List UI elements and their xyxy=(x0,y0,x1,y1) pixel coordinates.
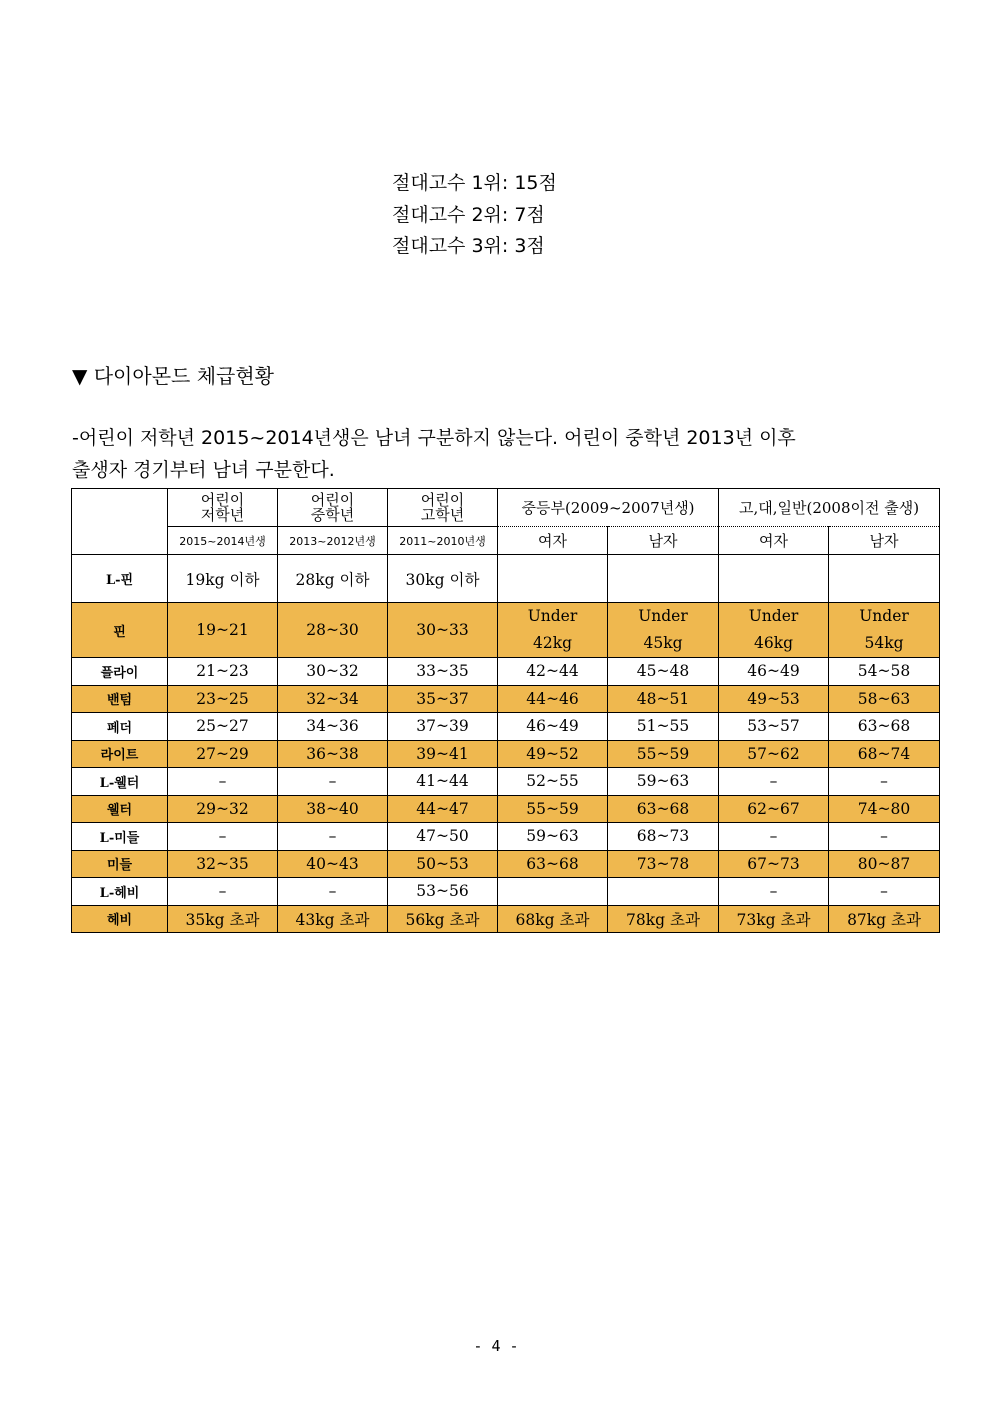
table-row xyxy=(72,795,940,823)
weight-class-name: 플라이 xyxy=(72,658,168,686)
weight-range-cell: 28~30 xyxy=(278,603,388,658)
header-title-line: 어린이 xyxy=(420,490,465,509)
weight-class-name: L-헤비 xyxy=(72,878,168,906)
weight-range-cell: 27~29 xyxy=(168,740,278,768)
weight-range-cell: 53~57 xyxy=(719,713,829,741)
weight-range-cell: 23~25 xyxy=(168,685,278,713)
weight-range-cell: 55~59 xyxy=(498,795,608,823)
weight-class-name: 밴텀 xyxy=(72,685,168,713)
weight-range-cell: 36~38 xyxy=(278,740,388,768)
weight-range-cell: 43kg 초과 xyxy=(278,905,388,933)
weight-range-cell: 19kg 이하 xyxy=(168,555,278,603)
weight-range-cell: 30~32 xyxy=(278,658,388,686)
header-junior-high xyxy=(388,489,498,527)
weight-class-name: 페더 xyxy=(72,713,168,741)
weight-range-cell: 57~62 xyxy=(719,740,829,768)
weight-range-cell: 21~23 xyxy=(168,658,278,686)
weight-range-cell xyxy=(498,603,608,658)
weight-range-cell: 38~40 xyxy=(278,795,388,823)
rule-note-line: 출생자 경기부터 남녀 구분한다. xyxy=(72,459,335,481)
weight-range-cell: – xyxy=(168,823,278,851)
table-row xyxy=(72,768,940,796)
table-row xyxy=(72,658,940,686)
weight-range-cell: – xyxy=(829,768,940,796)
weight-range-cell xyxy=(719,603,829,658)
cell-line: Under xyxy=(748,607,799,625)
table-row xyxy=(72,823,940,851)
weight-range-cell: 63~68 xyxy=(829,713,940,741)
weight-range-cell: 32~35 xyxy=(168,850,278,878)
weight-range-cell: 46~49 xyxy=(498,713,608,741)
header-title-line: 고학년 xyxy=(420,505,465,524)
header-middle-school: 중등부(2009~2007년생) xyxy=(498,489,719,527)
header-junior-low xyxy=(168,489,278,527)
weight-class-name: L-웰터 xyxy=(72,768,168,796)
weight-range-cell: – xyxy=(829,823,940,851)
header-years: 2013~2012년생 xyxy=(278,527,388,555)
weight-range-cell: 46~49 xyxy=(719,658,829,686)
cell-line: Under xyxy=(859,607,909,625)
weight-range-cell xyxy=(498,878,608,906)
weight-range-cell: 68~74 xyxy=(829,740,940,768)
weight-class-name: 헤비 xyxy=(72,905,168,933)
cell-line: Under xyxy=(527,607,578,625)
weight-range-cell: 41~44 xyxy=(388,768,498,796)
weight-range-cell: 87kg 초과 xyxy=(829,905,940,933)
weight-range-cell: 78kg 초과 xyxy=(608,905,719,933)
weight-range-cell xyxy=(608,603,719,658)
weight-range-cell: 55~59 xyxy=(608,740,719,768)
table-row xyxy=(72,878,940,906)
weight-range-cell: – xyxy=(278,878,388,906)
weight-range-cell: 63~68 xyxy=(498,850,608,878)
weight-range-cell xyxy=(498,555,608,603)
weight-class-name: L-미들 xyxy=(72,823,168,851)
weight-range-cell: – xyxy=(719,768,829,796)
table-row xyxy=(72,713,940,741)
cell-line: 46kg xyxy=(753,634,794,652)
table-row xyxy=(72,685,940,713)
weight-range-cell: – xyxy=(168,878,278,906)
cell-line: 45kg xyxy=(643,634,683,652)
cell-line: 42kg xyxy=(532,634,573,652)
weight-class-name: L-핀 xyxy=(72,555,168,603)
weight-range-cell: 39~41 xyxy=(388,740,498,768)
weight-range-cell: 35kg 초과 xyxy=(168,905,278,933)
weight-range-cell xyxy=(829,603,940,658)
cell-line: 54kg xyxy=(864,634,904,652)
weight-class-name: 핀 xyxy=(72,603,168,658)
table-row xyxy=(72,905,940,933)
weight-range-cell: – xyxy=(829,878,940,906)
weight-range-cell: 47~50 xyxy=(388,823,498,851)
header-male: 남자 xyxy=(829,527,940,555)
weight-range-cell: 62~67 xyxy=(719,795,829,823)
corner-cell xyxy=(72,489,168,555)
header-adult: 고,대,일반(2008이전 출생) xyxy=(719,489,940,527)
weight-range-cell: 59~63 xyxy=(498,823,608,851)
weight-range-cell: 67~73 xyxy=(719,850,829,878)
table-row xyxy=(72,850,940,878)
score-line: 절대고수 1위: 15점 xyxy=(392,172,557,194)
weight-range-cell: 33~35 xyxy=(388,658,498,686)
weight-range-cell: – xyxy=(278,768,388,796)
weight-range-cell: 30~33 xyxy=(388,603,498,658)
weight-range-cell: – xyxy=(719,878,829,906)
weight-range-cell: – xyxy=(278,823,388,851)
score-line: 절대고수 3위: 3점 xyxy=(392,235,545,257)
header-female: 여자 xyxy=(719,527,829,555)
weight-range-cell: 49~53 xyxy=(719,685,829,713)
weight-range-cell: 30kg 이하 xyxy=(388,555,498,603)
weight-range-cell: 19~21 xyxy=(168,603,278,658)
weight-class-name: 미들 xyxy=(72,850,168,878)
weight-range-cell: 42~44 xyxy=(498,658,608,686)
weight-range-cell: 59~63 xyxy=(608,768,719,796)
rule-note xyxy=(72,422,796,486)
weight-range-cell: 40~43 xyxy=(278,850,388,878)
weight-range-cell: 68kg 초과 xyxy=(498,905,608,933)
weight-range-cell xyxy=(608,555,719,603)
header-male: 남자 xyxy=(608,527,719,555)
weight-range-cell: 73~78 xyxy=(608,850,719,878)
section-heading: ▼ 다이아몬드 체급현황 xyxy=(72,364,274,388)
weight-range-cell: 44~46 xyxy=(498,685,608,713)
weight-range-cell: 50~53 xyxy=(388,850,498,878)
weight-range-cell: 80~87 xyxy=(829,850,940,878)
header-title-line: 저학년 xyxy=(200,505,245,524)
weight-range-cell: 37~39 xyxy=(388,713,498,741)
score-line: 절대고수 2위: 7점 xyxy=(392,203,545,226)
weight-range-cell: 45~48 xyxy=(608,658,719,686)
weight-range-cell: 51~55 xyxy=(608,713,719,741)
weight-range-cell xyxy=(608,878,719,906)
weight-range-cell: 54~58 xyxy=(829,658,940,686)
weight-class-name: 라이트 xyxy=(72,740,168,768)
weight-range-cell: 74~80 xyxy=(829,795,940,823)
score-list xyxy=(392,168,557,263)
weight-range-cell: 53~56 xyxy=(388,878,498,906)
weight-range-cell: 35~37 xyxy=(388,685,498,713)
weight-range-cell: – xyxy=(719,823,829,851)
header-female: 여자 xyxy=(498,527,608,555)
weight-range-cell: 44~47 xyxy=(388,795,498,823)
header-years: 2011~2010년생 xyxy=(388,527,498,555)
rule-note-line: -어린이 저학년 2015~2014년생은 남녀 구분하지 않는다. 어린이 중학년 2013년 이후 xyxy=(72,427,796,449)
weight-range-cell: 25~27 xyxy=(168,713,278,741)
weight-range-cell xyxy=(829,555,940,603)
weight-range-cell: 63~68 xyxy=(608,795,719,823)
table-row xyxy=(72,555,940,603)
weight-range-cell: – xyxy=(168,768,278,796)
weight-range-cell: 29~32 xyxy=(168,795,278,823)
weight-range-cell: 68~73 xyxy=(608,823,719,851)
page-number: - 4 - xyxy=(473,1337,519,1355)
table-row xyxy=(72,740,940,768)
weight-range-cell: 58~63 xyxy=(829,685,940,713)
header-years: 2015~2014년생 xyxy=(168,527,278,555)
header-junior-mid xyxy=(278,489,388,527)
weight-range-cell: 49~52 xyxy=(498,740,608,768)
weight-range-cell xyxy=(719,555,829,603)
header-title-line: 어린이 xyxy=(310,490,355,509)
header-title-line: 중학년 xyxy=(310,505,355,524)
weight-range-cell: 32~34 xyxy=(278,685,388,713)
weight-range-cell: 56kg 초과 xyxy=(388,905,498,933)
table-row xyxy=(72,603,940,658)
weight-range-cell: 34~36 xyxy=(278,713,388,741)
weight-range-cell: 52~55 xyxy=(498,768,608,796)
weight-range-cell: 28kg 이하 xyxy=(278,555,388,603)
weight-class-name: 웰터 xyxy=(72,795,168,823)
weight-class-table xyxy=(71,488,940,933)
cell-line: Under xyxy=(638,607,688,625)
header-title-line: 어린이 xyxy=(200,490,245,509)
weight-range-cell: 48~51 xyxy=(608,685,719,713)
weight-range-cell: 73kg 초과 xyxy=(719,905,829,933)
